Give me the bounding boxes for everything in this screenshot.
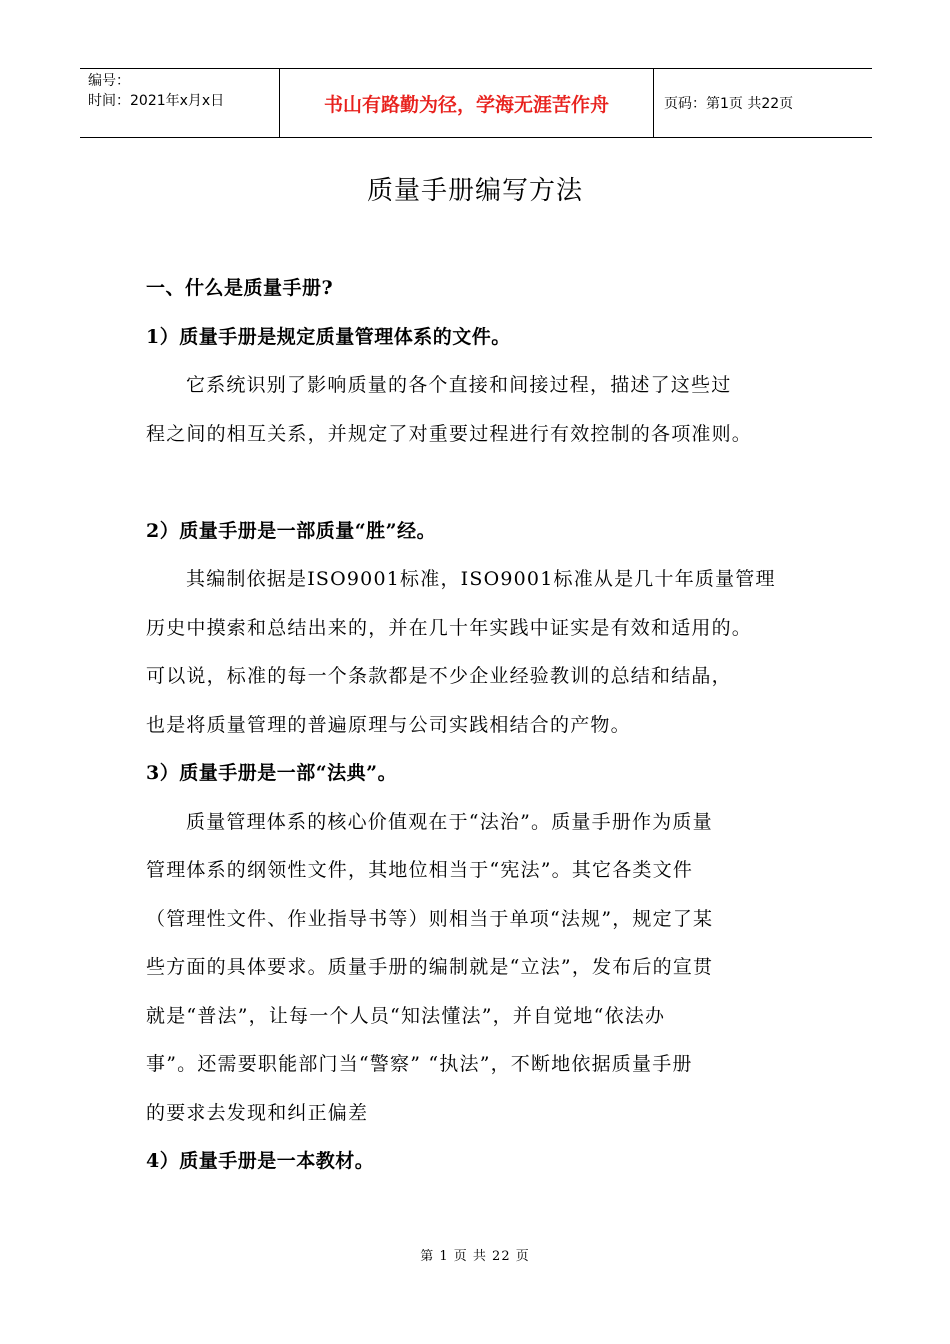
header-time-label: 时间：2021年x月x日 [88,93,225,109]
header-motto: 书山有路勤为径，学海无涯苦作舟 [280,69,654,137]
header-number-label: 编号： [88,73,130,89]
paragraph-spacer [146,458,810,507]
paragraph-line: 就是“普法”，让每一个人员“知法懂法”，并自觉地“依法办 [146,1004,666,1027]
paragraph-line: 的要求去发现和纠正偏差 [146,1101,369,1124]
item-heading-4: 4）质量手册是一本教材。 [146,1150,375,1172]
paragraph-line: 管理体系的纲领性文件，其地位相当于“宪法”。其它各类文件 [146,859,694,881]
page-footer: 第 1 页 共 22 页 [420,1249,530,1264]
paragraph-line: 也是将质量管理的普遍原理与公司实践相结合的产物。 [146,713,631,736]
paragraph-line: 事”。还需要职能部门当“警察” “执法”，不断地依据质量手册 [146,1053,693,1075]
page-header [80,68,872,138]
header-meta-cell [80,69,280,137]
paragraph-line: 它系统识别了影响质量的各个直接和间接过程，描述了这些过 [186,374,732,396]
document-body [146,264,810,1186]
paragraph-line: （管理性文件、作业指导书等）则相当于单项“法规”，规定了某 [146,907,714,930]
paragraph-line: 历史中摸索和总结出来的，并在几十年实践中证实是有效和适用的。 [146,616,753,639]
paragraph-line: 质量管理体系的核心价值观在于“法治”。质量手册作为质量 [186,810,713,833]
header-page-label: 页码：第1页 共22页 [664,96,794,112]
item-heading-3: 3）质量手册是一部“法典”。 [146,762,398,784]
paragraph-line: 程之间的相互关系，并规定了对重要过程进行有效控制的各项准则。 [146,422,753,445]
paragraph-line: 可以说，标准的每一个条款都是不少企业经验教训的总结和结晶， [146,665,732,687]
item-heading-1: 1）质量手册是规定质量管理体系的文件。 [146,325,511,348]
item-heading-2: 2）质量手册是一部质量“胜”经。 [146,519,437,542]
paragraph-line: 其编制依据是ISO9001标准，ISO9001标准从是几十年质量管理 [186,568,776,590]
section-heading: 一、什么是质量手册? [146,277,334,299]
document-title: 质量手册编写方法 [366,176,583,206]
paragraph-line: 些方面的具体要求。质量手册的编制就是“立法”，发布后的宣贯 [146,956,714,978]
